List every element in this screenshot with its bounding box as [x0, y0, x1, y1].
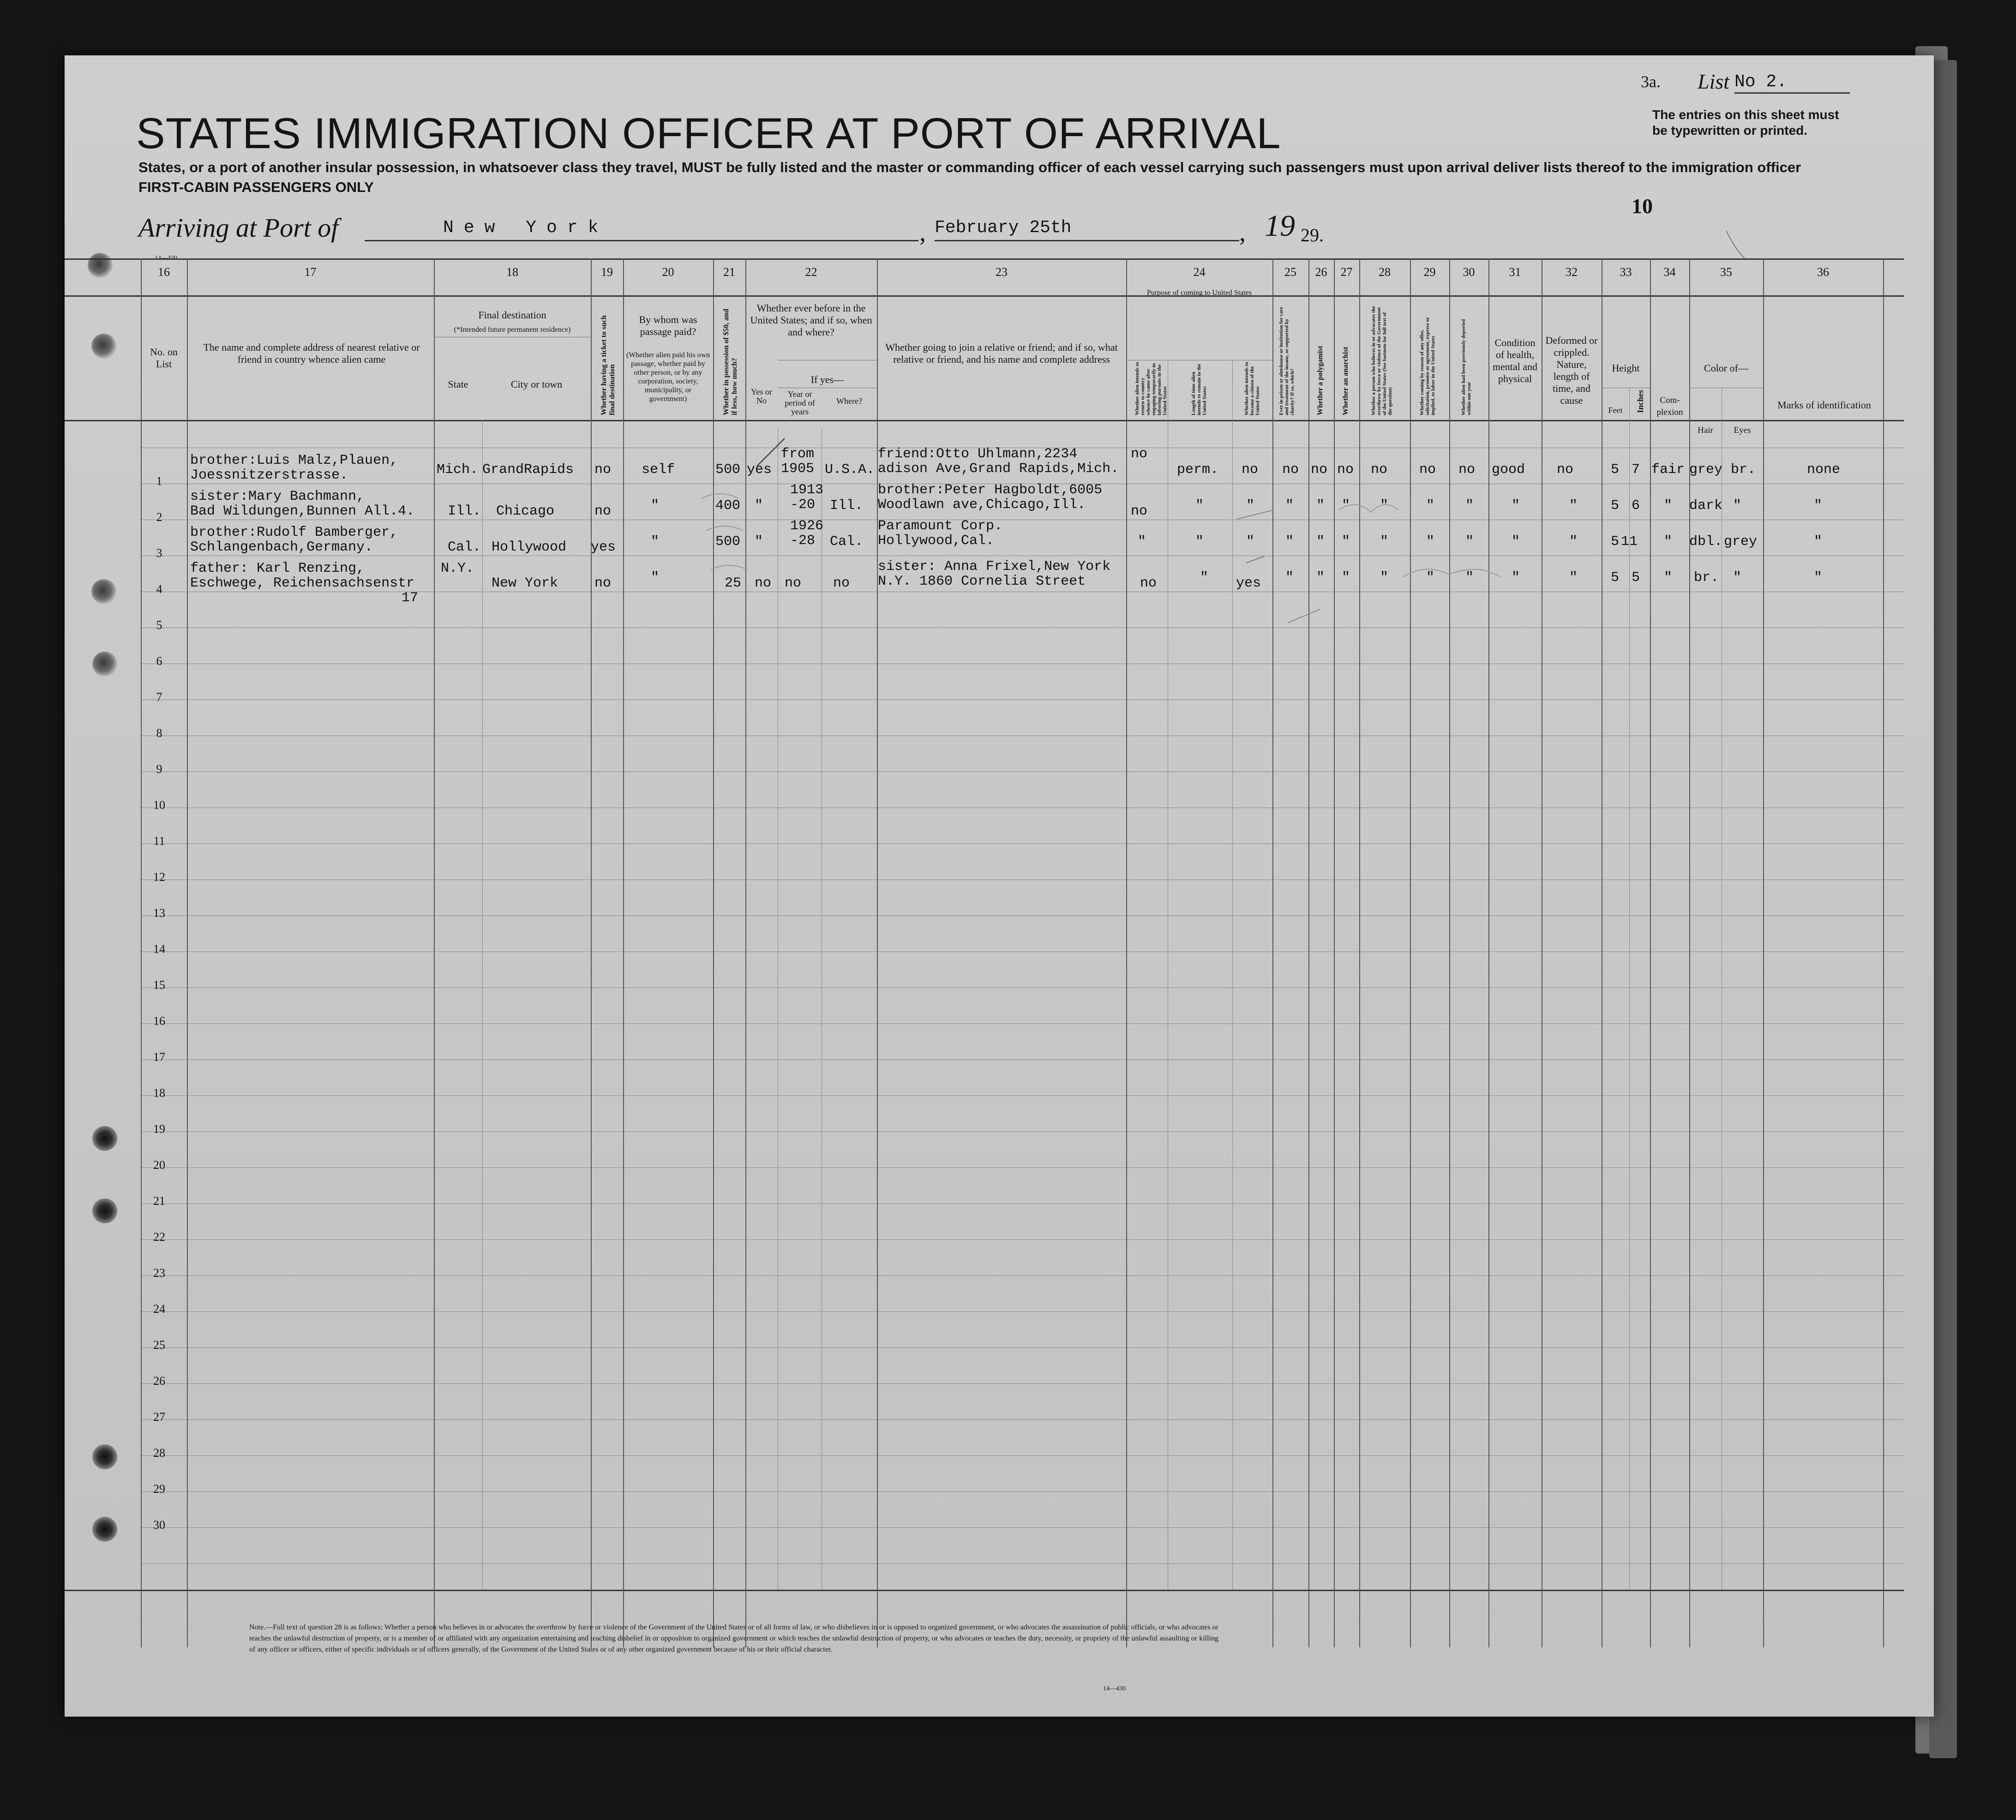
purpose-citizen: yes	[1236, 575, 1261, 591]
years: 1926	[790, 518, 824, 534]
header-q28: Whether a person who believes in or advocates the overthrow by force or violence of the Government of the United States (See footnote for full text of the question)	[1371, 306, 1393, 415]
prison: "	[1285, 498, 1294, 514]
height-feet: 5	[1611, 534, 1620, 550]
ticket-value: yes	[591, 539, 616, 555]
marks: none	[1807, 462, 1841, 478]
destination-state: Ill.	[448, 503, 481, 519]
joining: friend:Otto Uhlmann,2234	[878, 446, 1078, 462]
relative-address: father: Karl Renzing,	[190, 561, 365, 576]
row-number: 12	[153, 870, 165, 884]
anarchist: no	[1337, 462, 1354, 478]
header-polygamist: Whether a polygamist	[1316, 346, 1324, 415]
marks: "	[1814, 498, 1823, 514]
years: from	[781, 446, 815, 462]
pencil-annotations	[65, 55, 1934, 655]
col-num-21: 21	[723, 265, 735, 279]
purpose-return: no	[1131, 446, 1148, 462]
col-num-23: 23	[996, 265, 1008, 279]
header-color-of: Color of—	[1704, 362, 1748, 374]
destination-city: Hollywood	[492, 539, 567, 555]
header-anarchist: Whether an anarchist	[1342, 347, 1350, 415]
health: good	[1492, 462, 1525, 478]
relative-address: Joessnitzerstrasse.	[190, 467, 348, 483]
q28: no	[1371, 462, 1388, 478]
relative-address: sister:Mary Bachmann,	[190, 489, 365, 504]
years: -28	[790, 533, 816, 549]
relative-address: Bad Wildungen,Bunnen All.4.	[190, 503, 415, 519]
col-num-29: 29	[1423, 265, 1436, 279]
row-number: 28	[153, 1446, 165, 1460]
where: U.S.A.	[825, 462, 875, 478]
q30: "	[1465, 534, 1474, 550]
ticket-value: no	[594, 462, 612, 478]
joining: Paramount Corp.	[878, 518, 1003, 534]
row-number: 4	[156, 582, 162, 596]
year-prefix: 19	[1265, 209, 1295, 243]
col-num-27: 27	[1340, 265, 1353, 279]
years: no	[785, 575, 802, 591]
destination-state: Mich.	[437, 462, 479, 478]
arrival-date: February 25th	[935, 218, 1072, 238]
list-number: No 2.	[1734, 72, 1850, 94]
height-inches: 6	[1632, 498, 1640, 514]
height-feet: 5	[1611, 570, 1620, 586]
header-year-period: Year or period of years	[785, 389, 815, 416]
joining: brother:Peter Hagboldt,6005	[878, 482, 1103, 498]
eyes: br.	[1731, 462, 1756, 478]
row-number: 27	[153, 1410, 165, 1424]
joining: adison Ave,Grand Rapids,Mich.	[878, 461, 1119, 477]
polygamist: "	[1316, 570, 1325, 586]
health: "	[1512, 498, 1520, 514]
col-num-34: 34	[1663, 265, 1676, 279]
header-hair: Hair	[1698, 425, 1713, 435]
prison: no	[1282, 462, 1299, 478]
purpose-return: no	[1140, 575, 1157, 591]
purpose-length: "	[1195, 534, 1204, 550]
row-number: 9	[156, 762, 162, 776]
anarchist: "	[1342, 570, 1350, 586]
col-num-24: 24	[1193, 265, 1206, 279]
header-where: Where?	[836, 396, 862, 406]
eyes: "	[1733, 498, 1742, 514]
header-marks: Marks of identification	[1777, 399, 1871, 411]
punch-hole	[92, 652, 117, 677]
row-number: 30	[153, 1518, 165, 1532]
prison: "	[1285, 570, 1294, 586]
row-number: 3	[156, 546, 162, 560]
col-num-22: 22	[805, 265, 817, 279]
header-final-destination: Final destination	[478, 309, 546, 321]
complexion: "	[1664, 498, 1673, 514]
purpose-length: perm.	[1177, 462, 1219, 478]
sheet-number: 10	[1632, 194, 1653, 218]
purpose-citizen: "	[1246, 498, 1255, 514]
col-num-26: 26	[1315, 265, 1327, 279]
paid-by: "	[651, 498, 660, 514]
destination-city: GrandRapids	[482, 462, 574, 478]
paid-by: self	[642, 462, 675, 478]
header-q30: Whether alien had been previously deported within one year	[1461, 319, 1472, 415]
been-before: no	[755, 575, 772, 591]
row-number: 10	[153, 798, 165, 812]
col-num-25: 25	[1284, 265, 1296, 279]
col-num-36: 36	[1817, 265, 1829, 279]
q29: no	[1419, 462, 1436, 478]
eyes: grey	[1724, 534, 1758, 550]
health: "	[1512, 570, 1520, 586]
col-num-32: 32	[1566, 265, 1578, 279]
header-inches: Inches	[1636, 389, 1645, 413]
joining: sister: Anna Frixel,New York	[878, 559, 1111, 575]
col-num-20: 20	[662, 265, 674, 279]
row-number: 7	[156, 690, 162, 704]
row-number: 1	[156, 474, 162, 488]
row-number: 13	[153, 906, 165, 920]
deformed: "	[1569, 498, 1578, 514]
where: Cal.	[830, 534, 864, 550]
class-line: FIRST-CABIN PASSENGERS ONLY	[138, 179, 374, 195]
row-number: 11	[153, 834, 165, 848]
header-yes-no: Yes or No	[751, 387, 772, 405]
destination-city: New York	[492, 575, 558, 591]
q30: "	[1465, 570, 1474, 586]
years: 1913	[790, 482, 824, 498]
relative-address: brother:Luis Malz,Plauen,	[190, 453, 398, 468]
q29: "	[1426, 570, 1435, 586]
prison: "	[1285, 534, 1294, 550]
row-number: 20	[153, 1158, 165, 1172]
joining: Hollywood,Cal.	[878, 533, 995, 549]
row-number: 14	[153, 942, 165, 956]
q28: "	[1380, 570, 1389, 586]
row-number: 26	[153, 1374, 165, 1388]
header-final-destination-note: (*Intended future permanent residence)	[454, 326, 571, 334]
marks: "	[1814, 534, 1823, 550]
purpose-return: no	[1131, 503, 1148, 519]
row-number: 16	[153, 1014, 165, 1028]
hair: grey	[1689, 462, 1723, 478]
header-deformed: Deformed or crippled. Nature, length of time, and cause	[1545, 335, 1598, 406]
hair: dark	[1689, 498, 1723, 514]
col-num-28: 28	[1379, 265, 1391, 279]
relative-address: Eschwege, Reichensachsenstr	[190, 575, 415, 591]
row-number: 19	[153, 1122, 165, 1136]
destination-state: N.Y.	[441, 561, 474, 576]
money: 500	[715, 462, 741, 478]
punch-hole	[92, 1126, 117, 1151]
header-feet: Feet	[1608, 406, 1623, 415]
row-number: 17	[153, 1050, 165, 1064]
been-before: "	[755, 534, 763, 550]
complexion: fair	[1651, 462, 1685, 478]
ticket-value: no	[594, 503, 612, 519]
where: Ill.	[830, 498, 864, 514]
header-purpose-return: Whether alien intends to return to country whence he came after engaging temporarily in laboring pursuits in the United States	[1134, 362, 1168, 415]
row-number: 23	[153, 1266, 165, 1280]
arriving-label: Arriving at Port of	[138, 213, 339, 243]
q28: "	[1380, 498, 1389, 514]
height-inches: 11	[1621, 534, 1638, 550]
header-passage-note: (Whether alien paid his own passage, whether paid by other person, or by any corporation, society, municipality, or government)	[626, 351, 710, 403]
purpose-return: "	[1138, 534, 1146, 550]
header-money: Whether in possession of $50, and if less, how much?	[722, 309, 738, 415]
row-number: 5	[156, 618, 162, 632]
punch-hole	[92, 1517, 117, 1542]
header-complexion: Com-plexion	[1656, 395, 1683, 417]
deformed: no	[1557, 462, 1574, 478]
header-purpose: Purpose of coming to United States	[1146, 289, 1252, 297]
been-before: yes	[747, 462, 772, 478]
row-number: 15	[153, 978, 165, 992]
punch-hole	[92, 1198, 117, 1223]
row-number: 2	[156, 510, 162, 524]
row-number: 22	[153, 1230, 165, 1244]
money: 25	[725, 575, 742, 591]
relative-address: Schlangenbach,Germany.	[190, 539, 373, 555]
deformed: "	[1569, 534, 1578, 550]
marks: "	[1814, 570, 1823, 586]
destination-state: Cal.	[448, 539, 481, 555]
port-value: New York	[443, 218, 609, 238]
col-num-35: 35	[1720, 265, 1732, 279]
entries-note: The entries on this sheet must be typewritten or printed.	[1652, 108, 1839, 138]
anarchist: "	[1342, 534, 1350, 550]
header-purpose-length: Length of time alien intends to remain in the United States	[1191, 364, 1207, 415]
col-num-19: 19	[601, 265, 613, 279]
deformed: "	[1569, 570, 1578, 586]
col-num-31: 31	[1509, 265, 1521, 279]
header-no-on-list: No. on List	[150, 346, 178, 370]
header-ticket: Whether having a ticket to such final destination	[600, 315, 616, 415]
punch-hole	[92, 1444, 117, 1469]
hair: br.	[1694, 570, 1719, 586]
destination-city: Chicago	[496, 503, 555, 519]
header-purpose-citizen: Whether alien intends to become a citizen of the United States	[1244, 362, 1260, 415]
height-feet: 5	[1611, 462, 1620, 478]
header-nearest-relative: The name and complete address of nearest relative or friend in country whence alien came	[203, 341, 420, 365]
col-num-30: 30	[1463, 265, 1475, 279]
hair: dbl.	[1689, 534, 1723, 550]
purpose-length: "	[1200, 570, 1209, 586]
row-number: 18	[153, 1086, 165, 1100]
page-subtitle: States, or a port of another insular possession, in whatsoever class they travel, MUST be fully listed and the master or commanding officer of each vessel carrying such passengers must upon arrival deliver lists thereof to the immigration officer	[138, 159, 1801, 175]
header-health: Condition of health, mental and physical	[1492, 337, 1538, 384]
form-code-top: 14—430	[155, 255, 177, 262]
anarchist: "	[1342, 498, 1350, 514]
been-before: "	[755, 498, 763, 514]
header-state: State	[448, 378, 468, 390]
row-number: 6	[156, 654, 162, 668]
complexion: "	[1664, 534, 1673, 550]
purpose-length: "	[1195, 498, 1204, 514]
polygamist: "	[1316, 534, 1325, 550]
paid-by: "	[651, 570, 660, 586]
header-height: Height	[1612, 362, 1640, 374]
year-suffix: 29.	[1301, 225, 1324, 245]
row-number: 25	[153, 1338, 165, 1352]
relative-address: brother:Rudolf Bamberger,	[190, 525, 398, 540]
joining: N.Y. 1860 Cornelia Street	[878, 574, 1086, 589]
years: 1905	[781, 461, 815, 477]
purpose-citizen: "	[1246, 534, 1255, 550]
purpose-citizen: no	[1242, 462, 1259, 478]
eyes: "	[1733, 570, 1742, 586]
years: -20	[790, 497, 816, 513]
health: "	[1512, 534, 1520, 550]
row-number: 29	[153, 1482, 165, 1496]
paid-by: "	[651, 534, 660, 550]
polygamist: "	[1316, 498, 1325, 514]
relative-address: 17	[402, 590, 419, 606]
money: 400	[715, 498, 741, 514]
complexion: "	[1664, 570, 1673, 586]
header-prison: Ever in prison or almshouse or institution for care and treatment of the insane, or supported by charity? If so, which?	[1278, 307, 1295, 415]
q30: "	[1465, 498, 1474, 514]
col-num-33: 33	[1620, 265, 1632, 279]
list-label: List	[1698, 70, 1730, 93]
ticket-value: no	[594, 575, 612, 591]
page-reference: 3a.	[1641, 72, 1661, 91]
header-passage-paid: By whom was passage paid?	[639, 314, 697, 337]
header-q29: Whether coming by reason of any offer, solicitation, promise or agreement, express or implied, to labor in the United States	[1419, 317, 1436, 415]
footnote-q28: Note.—Full text of question 28 is as follows: Whether a person who believes in or advocates the overthrow by force or violence of the Government of the United States or of all forms of law, or who disbelieves in or is opposed to organized government, or who advocates the assassination of public officials, or who advocates or teaches the unlawful destruction of property, or is a member of or affiliated with any organization entertaining and teaching disbelief in or opposition to organized government or which teaches the unlawful destruction of property, or who advocates or teaches the duty, necessity, or propriety of the unlawful assaulting or killing of any officer or officers, either of specific individuals or of officers generally, of the Government of the United States or of any other organized government because of his or their official character.	[249, 1623, 1218, 1653]
form-code-bottom: 14—430	[1103, 1685, 1126, 1692]
header-joining: Whether going to join a relative or friend; and if so, what relative or friend, and his name and complete address	[885, 341, 1118, 365]
height-feet: 5	[1611, 498, 1620, 514]
q29: "	[1426, 498, 1435, 514]
q28: "	[1380, 534, 1389, 550]
q30: no	[1458, 462, 1476, 478]
header-eyes: Eyes	[1734, 425, 1751, 435]
q29: "	[1426, 534, 1435, 550]
row-number: 21	[153, 1194, 165, 1208]
col-num-18: 18	[506, 265, 518, 279]
col-num-16: 16	[158, 265, 170, 279]
row-number: 24	[153, 1302, 165, 1316]
row-number: 8	[156, 726, 162, 740]
money: 500	[715, 534, 741, 550]
where: no	[833, 575, 850, 591]
height-inches: 7	[1632, 462, 1640, 478]
header-if-yes: If yes—	[810, 374, 844, 385]
col-num-17: 17	[304, 265, 317, 279]
header-city: City or town	[510, 378, 563, 390]
joining: Woodlawn ave,Chicago,Ill.	[878, 497, 1086, 513]
polygamist: no	[1311, 462, 1328, 478]
manifest-page: 3a. List No 2. The entries on this sheet must be typewritten or printed. STATES IMMIGRATION OFFICER AT PORT OF ARRIVAL States, or a port of another insular possession, in whatsoever class they travel, MUST be fully listed and the master or commanding officer of each vessel carrying such passengers must upon arrival deliver lists thereof to the immigration officer FIRST-CABIN PASSENGERS ONLY Arriving at Port of New York , February 25th , 19 29. 10 14—430 16 17 18 19 20 21 22 23 24 25 26 27 28 29 30 31 32 33 34 35 36 No. on List The name and complete address of nearest relative or friend in country whence alien came Final destination (*Intended future permanent residence) State City or town Whether having a ticket to such final destination By whom was passage paid? (Whether alien paid his own passage, whether paid by other person, or by any corporation, society, municipality, or government) Whether in possession of $50, and if less, how much? Whether ever before in the United States; and if so, when and where? If yes— Yes or No Year or period of years Where? Whether going to join a relative or friend; and if so, what relative or friend, and his name and complete address Purpose of coming to United States Whether alien intends to return to country whence he came after engaging temporarily in laboring pursuits in the United States Length of time alien intends to remain in the United States Whether alien intends to become a citizen of the United States Ever in prison or almshouse or institution for care and treatment of the insane, or supported by charity? If so, which? Whether a polygamist Whether an anarchist Whether a person who believes in or advocates the overthrow by force or violence of the Government of the United States (See footnote for full text of the question) Whether coming by reason of any offer, solicitation, promise or agreement, express or implied, to labor in the United States Whether alien had been previously deported within one year Condition of health, mental and physical Deformed or crippled. Nature, length of time, and cause Height Feet Inches Com-plexion Color of— Hair Eyes Marks of identification 1 2 3 4 5 6 7 8 9 10 11 12 13 14 15 16 17 18 19 20 21 22 23 24 25 26 27 28 29 30 brother:Luis Malz,Plauen, Joessnitzerstrasse. Mich. GrandRapids no self 500 yes from 1905 U.S.A. friend:Otto Uhlmann,2234 adison Ave,Grand Rapids,Mich. no perm. no no no no no no no good no 5 7 fair grey br. none sister:Mary Bachmann, Bad Wildungen,Bunnen All.4. Ill. Chicago no " 400 " 1913 -20 Ill. brother:Peter Hagboldt,6005 Woodlawn ave,Chicago,Ill. no " " " " " " " " " " 5 6 " dark " " brother:Rudolf Bamberger, Schlangenbach,Germany. Cal. Hollywood yes " 500 " 1926 -28 Cal. Paramount Corp. Hollywood,Cal. " " " " " " " " " " " 5 11 " dbl. grey " father: Karl Renzing, Eschwege, Reichensachsenstr 17 N.Y. New York no " 25 no no no sister: Anna Frixel,New York N.Y. 1860 Cornelia Street no " yes " " " " " " " " 5 5 " br. " " Note.—Full text of question 28 is as follows: Whether a person who believes in or advocates the overthrow by force or violence of the Government of the United States or of all forms of law, or who disbelieves in or is opposed to organized government, or who advocates the assassination of public officials, or who advocates or teaches the unlawful destruction of property, or is a member of or affiliated with any organization entertaining and teaching disbelief in or opposition to organized government or which teaches the unlawful destruction of property, or who advocates or teaches the duty, necessity, or propriety of the unlawful assaulting or killing of any officer or officers, either of specific individuals or of officers generally, of the Government of the United States or of any other organized government because of his or their official character. 14—430	[65, 55, 1934, 1717]
page-title: STATES IMMIGRATION OFFICER AT PORT OF ARRIVAL	[136, 109, 1281, 157]
height-inches: 5	[1632, 570, 1640, 586]
header-ever-before: Whether ever before in the United States; and if so, when and where?	[750, 302, 872, 338]
